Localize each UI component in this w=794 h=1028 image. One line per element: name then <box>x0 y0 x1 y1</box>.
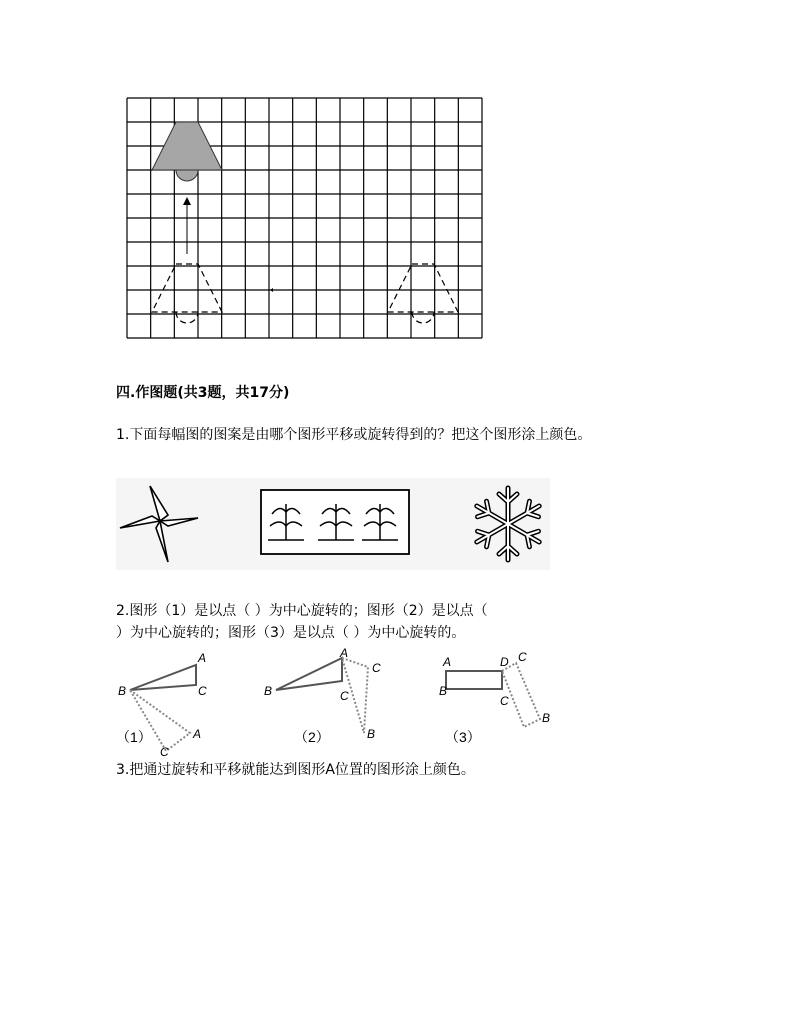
question-3-text: 3.把通过旋转和平移就能达到图形A位置的图形涂上颜色。 <box>116 762 475 778</box>
up-arrow-icon <box>183 197 191 205</box>
rotation-figure-2 <box>276 658 368 733</box>
fig1-label-c2: C <box>160 745 169 759</box>
fig3-label-c2: C <box>518 650 527 664</box>
question-1-text: 1.下面每幅图的图案是由哪个图形平移或旋转得到的？把这个图形涂上颜色。 <box>116 427 592 443</box>
shaded-semicircle <box>176 170 198 181</box>
fig2-number-label: （2） <box>294 729 330 745</box>
fig3-label-d: D <box>500 655 509 669</box>
fig3-label-b2: B <box>542 711 551 725</box>
fig2-label-b: B <box>264 684 273 698</box>
fig3-number-label: （3） <box>445 729 481 745</box>
fig1-number-label: （1） <box>116 729 152 745</box>
small-arrow-mark <box>270 288 273 292</box>
fig2-label-c: C <box>340 689 349 703</box>
section-heading: 四.作图题(共3题，共17分) <box>116 385 290 401</box>
rotation-figure-3 <box>446 663 540 727</box>
q1-figures-strip <box>116 478 550 570</box>
fig3-label-b: B <box>439 684 448 698</box>
fig1-label-c: C <box>198 684 207 698</box>
fig3-label-a: A <box>443 655 452 669</box>
fig1-label-a: A <box>198 651 207 665</box>
fig1-label-b: B <box>118 684 127 698</box>
fig2-label-c2: C <box>372 661 381 675</box>
fig2-label-b2: B <box>367 727 376 741</box>
fig2-label-a: A <box>340 646 349 660</box>
question-2-line-2: ）为中心旋转的；图形（3）是以点（ ）为中心旋转的。 <box>116 625 466 641</box>
question-2-line-1: 2.图形（1）是以点（ ）为中心旋转的；图形（2）是以点（ <box>116 603 488 619</box>
translation-grid-figure <box>126 97 486 341</box>
fig1-label-a2: A <box>193 727 202 741</box>
fig3-label-c: C <box>500 694 509 708</box>
rotation-figures <box>112 645 562 760</box>
